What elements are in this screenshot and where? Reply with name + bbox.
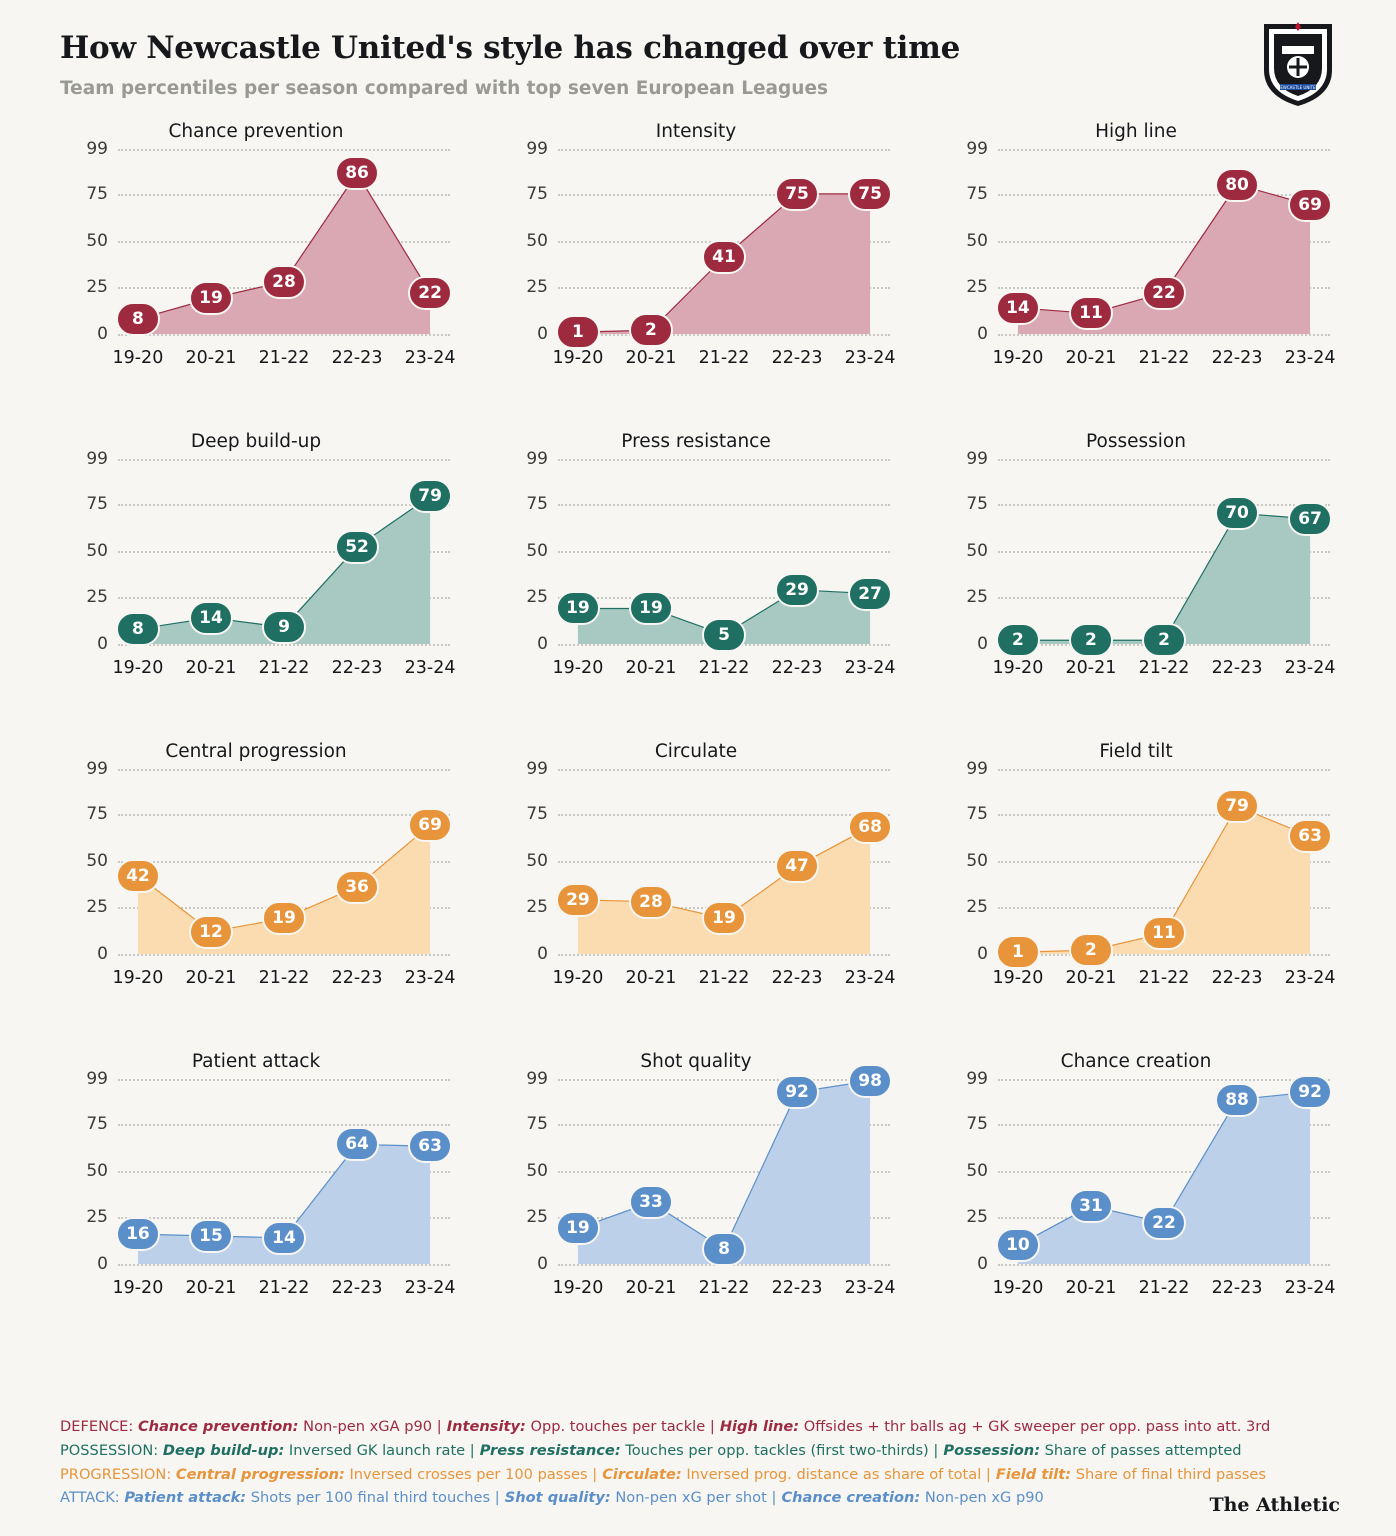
y-tick-label: 50 [86, 850, 108, 871]
x-tick-label: 20-21 [1065, 968, 1117, 988]
legend-description: Offsides + thr balls ag + GK sweeper per opp. pass into att. 3rd [799, 1418, 1271, 1436]
y-tick-label: 75 [966, 183, 988, 204]
data-point-label: 22 [1142, 276, 1186, 310]
data-point-label: 79 [408, 479, 452, 513]
data-point-label: 88 [1215, 1083, 1259, 1117]
chart-title: High line [1095, 121, 1177, 142]
x-tick-label: 23-24 [1284, 658, 1336, 678]
data-point-label: 79 [1215, 789, 1259, 823]
y-tick-label: 0 [977, 1254, 988, 1274]
x-tick-label: 20-21 [1065, 658, 1117, 678]
data-point-label: 22 [408, 276, 452, 310]
legend-metric: Chance prevention: [137, 1418, 299, 1436]
legend-metric: Chance creation: [776, 1489, 921, 1507]
x-tick-label: 22-23 [771, 968, 823, 988]
x-tick-label: 22-23 [1211, 1278, 1263, 1298]
chart-grid [0, 117, 1396, 1357]
data-point-label: 2 [1069, 623, 1113, 657]
chart-panel-high-line [916, 117, 1356, 427]
data-point-label: 92 [1288, 1075, 1332, 1109]
x-axis [992, 334, 1336, 368]
data-point-label: 36 [335, 870, 379, 904]
y-tick-label: 0 [977, 324, 988, 344]
x-tick-label: 19-20 [112, 348, 164, 368]
legend-metric: High line: [714, 1418, 800, 1436]
y-tick-label: 0 [537, 944, 548, 964]
x-tick-label: 20-21 [185, 968, 237, 988]
data-point-label: 9 [262, 610, 306, 644]
svg-text:NEWCASTLE UNITED: NEWCASTLE UNITED [1277, 85, 1319, 90]
legend-separator: | [432, 1418, 442, 1436]
plot-area [526, 449, 890, 654]
data-point-label: 14 [189, 601, 233, 635]
data-point-label: 64 [335, 1127, 379, 1161]
x-tick-label: 20-21 [185, 348, 237, 368]
x-tick-label: 19-20 [552, 968, 604, 988]
y-tick-label: 75 [526, 183, 548, 204]
x-tick-label: 20-21 [185, 658, 237, 678]
y-tick-label: 75 [966, 1113, 988, 1134]
x-tick-label: 19-20 [992, 1278, 1044, 1298]
x-tick-label: 19-20 [552, 1278, 604, 1298]
x-tick-label: 23-24 [404, 968, 456, 988]
legend-description: Shots per 100 final third touches [246, 1489, 491, 1507]
data-point-label: 28 [629, 885, 673, 919]
legend-line-defence [60, 1415, 1340, 1439]
y-axis [496, 1069, 548, 1274]
y-tick-label: 50 [526, 540, 548, 561]
legend-description: Inversed GK launch rate [284, 1442, 466, 1460]
y-tick-label: 99 [966, 139, 988, 159]
y-tick-label: 50 [966, 540, 988, 561]
chart-panel-patient-attack [36, 1047, 476, 1357]
data-point-label: 22 [1142, 1206, 1186, 1240]
x-tick-label: 23-24 [1284, 968, 1336, 988]
legend-metric: Central progression: [175, 1465, 345, 1483]
legend-description: Share of final third passes [1071, 1465, 1266, 1483]
legend-separator: | [928, 1442, 939, 1460]
y-axis [936, 139, 988, 344]
y-tick-label: 0 [97, 1254, 108, 1274]
y-tick-label: 25 [966, 897, 988, 918]
data-point-label: 19 [629, 591, 673, 625]
x-tick-label: 23-24 [404, 348, 456, 368]
y-tick-label: 50 [966, 1160, 988, 1181]
footer-legend [60, 1415, 1340, 1510]
y-axis [56, 449, 108, 654]
y-tick-label: 0 [537, 634, 548, 654]
data-point-label: 69 [408, 808, 452, 842]
x-tick-label: 23-24 [844, 658, 896, 678]
legend-separator: | [705, 1418, 715, 1436]
legend-description: Non-pen xG p90 [920, 1489, 1044, 1507]
series-graphic [998, 459, 1330, 644]
y-tick-label: 25 [966, 587, 988, 608]
x-tick-label: 22-23 [331, 348, 383, 368]
x-tick-label: 20-21 [625, 968, 677, 988]
y-tick-label: 25 [526, 897, 548, 918]
x-tick-label: 20-21 [185, 1278, 237, 1298]
chart-panel-chance-prevention [36, 117, 476, 427]
data-point-label: 29 [775, 573, 819, 607]
legend-description: Inversed prog. distance as share of total [681, 1465, 982, 1483]
y-tick-label: 75 [526, 493, 548, 514]
data-point-label: 33 [629, 1185, 673, 1219]
x-tick-label: 19-20 [552, 348, 604, 368]
x-tick-label: 19-20 [992, 968, 1044, 988]
x-tick-label: 23-24 [404, 1278, 456, 1298]
y-tick-label: 25 [526, 277, 548, 298]
x-axis [112, 334, 456, 368]
data-point-label: 41 [702, 240, 746, 274]
data-point-label: 31 [1069, 1189, 1113, 1223]
legend-metric: Field tilt: [990, 1465, 1072, 1483]
legend-description: Non-pen xG per shot [610, 1489, 767, 1507]
data-point-label: 75 [848, 177, 892, 211]
legend-metric: Shot quality: [499, 1489, 611, 1507]
legend-line-possession [60, 1439, 1340, 1463]
chart-panel-circulate [476, 737, 916, 1047]
x-tick-label: 21-22 [258, 348, 310, 368]
legend-metric: Possession: [938, 1442, 1041, 1460]
data-point-label: 2 [1142, 623, 1186, 657]
data-point-label: 11 [1069, 296, 1113, 330]
x-tick-label: 23-24 [844, 1278, 896, 1298]
x-tick-label: 22-23 [331, 658, 383, 678]
plot-area [526, 139, 890, 344]
y-tick-label: 25 [86, 897, 108, 918]
legend-metric: Deep build-up: [162, 1442, 285, 1460]
data-point-label: 63 [408, 1129, 452, 1163]
data-point-label: 67 [1288, 502, 1332, 536]
y-tick-label: 50 [526, 230, 548, 251]
plot-area [966, 759, 1330, 964]
data-point-label: 8 [116, 302, 160, 336]
x-tick-label: 22-23 [331, 968, 383, 988]
data-point-label: 2 [1069, 933, 1113, 967]
x-tick-label: 22-23 [331, 1278, 383, 1298]
data-point-label: 70 [1215, 496, 1259, 530]
data-point-label: 19 [702, 901, 746, 935]
y-tick-label: 99 [526, 759, 548, 779]
y-tick-label: 50 [526, 1160, 548, 1181]
x-tick-label: 21-22 [698, 968, 750, 988]
y-tick-label: 75 [966, 493, 988, 514]
data-point-label: 14 [262, 1221, 306, 1255]
x-tick-label: 21-22 [698, 348, 750, 368]
y-tick-label: 50 [86, 540, 108, 561]
y-tick-label: 50 [966, 850, 988, 871]
brand-logo: The Athletic [1209, 1494, 1340, 1516]
x-axis [112, 644, 456, 678]
legend-separator: | [981, 1465, 991, 1483]
x-tick-label: 21-22 [1138, 1278, 1190, 1298]
plot-area [86, 139, 450, 344]
y-tick-label: 99 [86, 759, 108, 779]
plot-area [526, 1069, 890, 1274]
x-tick-label: 21-22 [1138, 348, 1190, 368]
data-point-label: 28 [262, 265, 306, 299]
y-tick-label: 50 [526, 850, 548, 871]
header [0, 0, 1396, 99]
y-tick-label: 25 [966, 277, 988, 298]
chart-panel-field-tilt [916, 737, 1356, 1047]
x-tick-label: 19-20 [992, 658, 1044, 678]
y-tick-label: 99 [526, 449, 548, 469]
y-tick-label: 75 [86, 803, 108, 824]
chart-title: Chance prevention [168, 121, 344, 142]
data-point-label: 19 [556, 1211, 600, 1245]
y-tick-label: 0 [537, 1254, 548, 1274]
data-point-label: 2 [629, 313, 673, 347]
y-tick-label: 0 [977, 634, 988, 654]
plot-area [966, 1069, 1330, 1274]
x-tick-label: 20-21 [625, 658, 677, 678]
chart-panel-deep-build-up [36, 427, 476, 737]
legend-metric: Intensity: [441, 1418, 526, 1436]
x-tick-label: 22-23 [1211, 348, 1263, 368]
x-tick-label: 19-20 [112, 1278, 164, 1298]
legend-separator: | [766, 1489, 777, 1507]
legend-separator: | [587, 1465, 598, 1483]
y-tick-label: 99 [526, 139, 548, 159]
data-point-label: 8 [116, 612, 160, 646]
y-tick-label: 99 [966, 449, 988, 469]
y-tick-label: 75 [966, 803, 988, 824]
chart-panel-possession [916, 427, 1356, 737]
chart-title: Central progression [165, 741, 347, 762]
chart-title: Deep build-up [190, 431, 322, 452]
y-tick-label: 25 [966, 1207, 988, 1228]
data-point-label: 68 [848, 810, 892, 844]
y-tick-label: 75 [86, 493, 108, 514]
x-tick-label: 21-22 [698, 1278, 750, 1298]
legend-metric: Circulate: [597, 1465, 682, 1483]
y-tick-label: 99 [526, 1069, 548, 1089]
x-tick-label: 19-20 [992, 348, 1044, 368]
data-point-label: 8 [702, 1232, 746, 1266]
x-tick-label: 21-22 [1138, 968, 1190, 988]
plot-area [966, 139, 1330, 344]
legend-description: Non-pen xGA p90 [298, 1418, 433, 1436]
x-axis [992, 1264, 1336, 1298]
y-axis [936, 449, 988, 654]
y-tick-label: 25 [526, 587, 548, 608]
x-axis [552, 644, 896, 678]
x-tick-label: 22-23 [1211, 968, 1263, 988]
series-graphic [118, 149, 450, 334]
page-subtitle: Team percentiles per season compared with top seven European Leagues [60, 78, 829, 99]
page-title: How Newcastle United's style has changed over time [60, 30, 961, 66]
y-axis [496, 449, 548, 654]
data-point-label: 63 [1288, 819, 1332, 853]
x-tick-label: 19-20 [112, 658, 164, 678]
legend-separator: | [490, 1489, 500, 1507]
y-tick-label: 25 [86, 1207, 108, 1228]
y-tick-label: 0 [977, 944, 988, 964]
data-point-label: 14 [996, 291, 1040, 325]
legend-description: Opp. touches per tackle [525, 1418, 706, 1436]
data-point-label: 12 [189, 915, 233, 949]
x-tick-label: 23-24 [1284, 348, 1336, 368]
data-point-label: 19 [556, 591, 600, 625]
x-tick-label: 20-21 [625, 348, 677, 368]
y-tick-label: 0 [537, 324, 548, 344]
x-tick-label: 20-21 [1065, 1278, 1117, 1298]
newcastle-united-crest-icon [1258, 22, 1338, 108]
x-tick-label: 20-21 [1065, 348, 1117, 368]
x-tick-label: 23-24 [844, 348, 896, 368]
y-tick-label: 50 [966, 230, 988, 251]
y-tick-label: 75 [86, 1113, 108, 1134]
y-tick-label: 25 [86, 277, 108, 298]
x-axis [552, 334, 896, 368]
x-tick-label: 21-22 [1138, 658, 1190, 678]
x-tick-label: 22-23 [771, 1278, 823, 1298]
y-tick-label: 0 [97, 324, 108, 344]
legend-category: DEFENCE: [60, 1418, 138, 1436]
legend-category: POSSESSION: [60, 1442, 163, 1460]
x-tick-label: 22-23 [771, 658, 823, 678]
x-axis [552, 1264, 896, 1298]
series-graphic [558, 459, 890, 644]
data-point-label: 15 [189, 1219, 233, 1253]
x-axis [992, 954, 1336, 988]
y-tick-label: 99 [86, 449, 108, 469]
data-point-label: 80 [1215, 168, 1259, 202]
x-tick-label: 19-20 [552, 658, 604, 678]
y-tick-label: 0 [97, 634, 108, 654]
x-tick-label: 23-24 [844, 968, 896, 988]
y-tick-label: 25 [526, 1207, 548, 1228]
data-point-label: 10 [996, 1228, 1040, 1262]
y-axis [936, 759, 988, 964]
data-point-label: 47 [775, 849, 819, 883]
x-tick-label: 21-22 [258, 658, 310, 678]
chart-panel-chance-creation [916, 1047, 1356, 1357]
y-tick-label: 99 [966, 1069, 988, 1089]
plot-area [86, 759, 450, 964]
y-axis [56, 1069, 108, 1274]
plot-area [966, 449, 1330, 654]
chart-title: Possession [1086, 431, 1186, 452]
x-tick-label: 22-23 [771, 348, 823, 368]
plot-area [86, 449, 450, 654]
legend-metric: Press resistance: [474, 1442, 621, 1460]
x-tick-label: 23-24 [1284, 1278, 1336, 1298]
y-tick-label: 99 [86, 1069, 108, 1089]
x-axis [992, 644, 1336, 678]
legend-line-progression [60, 1463, 1340, 1487]
legend-category: ATTACK: [60, 1489, 125, 1507]
y-tick-label: 99 [86, 139, 108, 159]
legend-description: Touches per opp. tackles (first two-thirds) [620, 1442, 929, 1460]
area-fill [138, 173, 430, 334]
data-point-label: 19 [189, 281, 233, 315]
legend-separator: | [465, 1442, 475, 1460]
y-tick-label: 75 [526, 803, 548, 824]
chart-title: Shot quality [640, 1051, 752, 1072]
y-axis [496, 139, 548, 344]
chart-title: Circulate [654, 741, 738, 762]
x-tick-label: 23-24 [404, 658, 456, 678]
legend-description: Share of passes attempted [1040, 1442, 1242, 1460]
data-point-label: 69 [1288, 188, 1332, 222]
chart-panel-shot-quality [476, 1047, 916, 1357]
chart-panel-press-resistance [476, 427, 916, 737]
data-point-label: 5 [702, 618, 746, 652]
y-axis [56, 139, 108, 344]
y-axis [56, 759, 108, 964]
y-axis [496, 759, 548, 964]
x-axis [552, 954, 896, 988]
y-tick-label: 75 [86, 183, 108, 204]
y-axis [936, 1069, 988, 1274]
y-tick-label: 75 [526, 1113, 548, 1134]
data-point-label: 42 [116, 859, 160, 893]
chart-title: Patient attack [191, 1051, 321, 1072]
chart-title: Press resistance [621, 431, 771, 452]
data-point-label: 75 [775, 177, 819, 211]
plot-area [86, 1069, 450, 1274]
data-point-label: 27 [848, 577, 892, 611]
chart-title: Chance creation [1060, 1051, 1212, 1072]
data-point-label: 29 [556, 883, 600, 917]
legend-description: Inversed crosses per 100 passes [344, 1465, 588, 1483]
x-tick-label: 21-22 [698, 658, 750, 678]
y-tick-label: 0 [97, 944, 108, 964]
x-tick-label: 21-22 [258, 1278, 310, 1298]
data-point-label: 52 [335, 530, 379, 564]
chart-title: Intensity [655, 121, 737, 142]
chart-title: Field tilt [1099, 741, 1173, 762]
data-point-label: 2 [996, 623, 1040, 657]
legend-metric: Patient attack: [124, 1489, 247, 1507]
x-axis [112, 954, 456, 988]
x-tick-label: 20-21 [625, 1278, 677, 1298]
data-point-label: 1 [996, 935, 1040, 969]
data-point-label: 98 [848, 1064, 892, 1098]
data-point-label: 11 [1142, 916, 1186, 950]
chart-panel-intensity [476, 117, 916, 427]
x-tick-label: 22-23 [1211, 658, 1263, 678]
y-tick-label: 50 [86, 1160, 108, 1181]
y-tick-label: 25 [86, 587, 108, 608]
x-tick-label: 19-20 [112, 968, 164, 988]
chart-panel-central-progression [36, 737, 476, 1047]
legend-category: PROGRESSION: [60, 1465, 176, 1483]
data-point-label: 1 [556, 315, 600, 349]
data-point-label: 86 [335, 156, 379, 190]
legend-line-attack [60, 1486, 1340, 1510]
x-tick-label: 21-22 [258, 968, 310, 988]
plot-area [526, 759, 890, 964]
x-axis [112, 1264, 456, 1298]
y-tick-label: 50 [86, 230, 108, 251]
data-point-label: 19 [262, 901, 306, 935]
data-point-label: 16 [116, 1217, 160, 1251]
y-tick-label: 99 [966, 759, 988, 779]
data-point-label: 92 [775, 1075, 819, 1109]
